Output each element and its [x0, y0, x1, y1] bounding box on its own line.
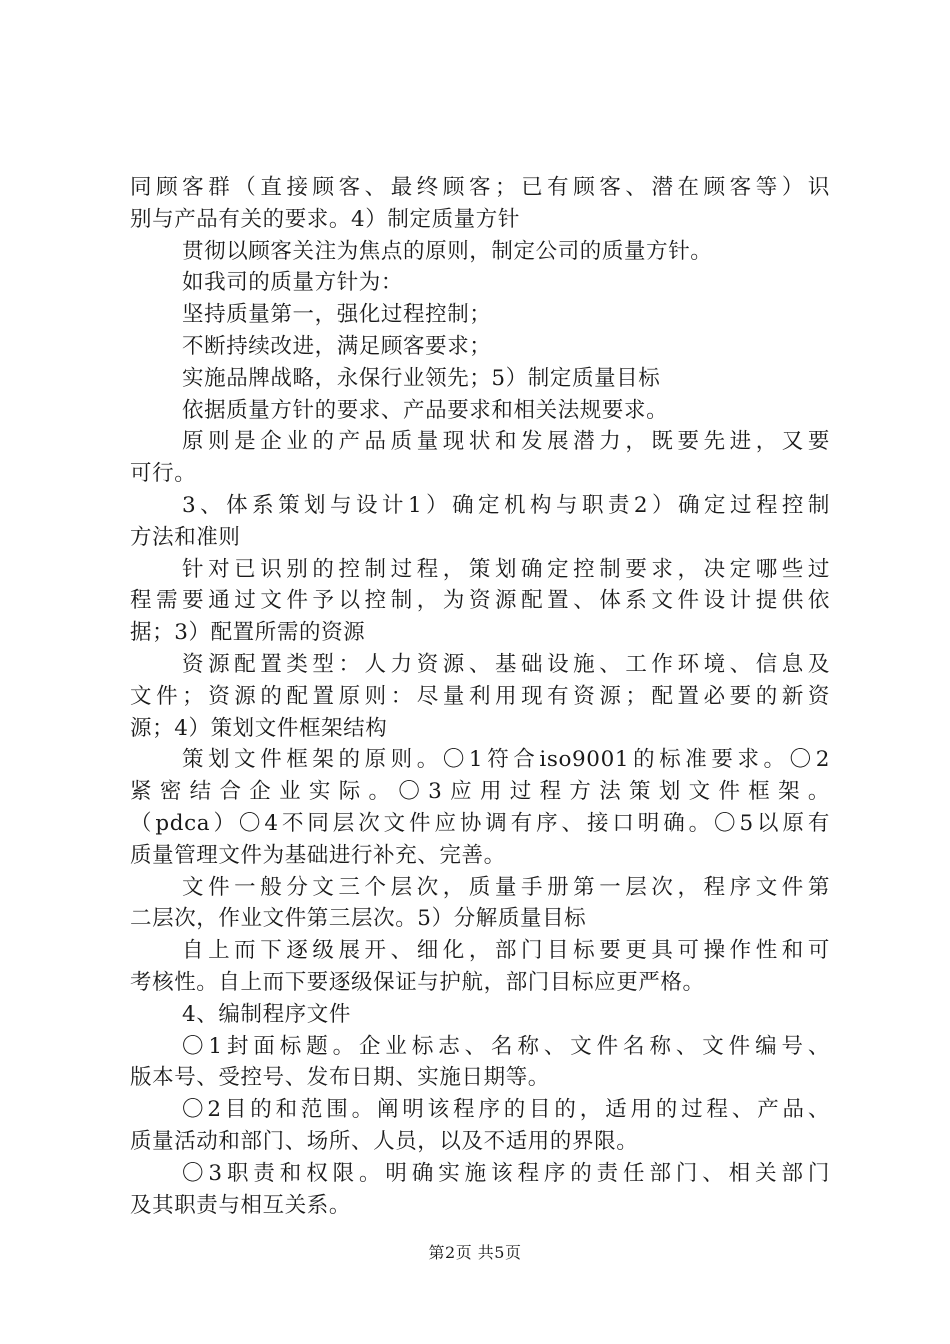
text-line: 〇2目的和范围。阐明该程序的目的，适用的过程、产品、	[182, 1097, 830, 1123]
text-line: 方法和准则	[130, 524, 241, 550]
text-line: 程需要通过文件予以控制，为资源配置、体系文件设计提供依	[130, 588, 830, 614]
text-line: 策划文件框架的原则。〇1符合iso9001的标准要求。〇2	[182, 747, 830, 773]
text-line: 考核性。自上而下要逐级保证与护航，部门目标应更严格。	[130, 969, 705, 995]
text-line: 紧密结合企业实际。〇3应用过程方法策划文件框架。	[130, 779, 830, 805]
page-number-footer: 第2页 共5页	[428, 1243, 522, 1262]
text-line: 二层次，作业文件第三层次。5）分解质量目标	[130, 906, 587, 932]
text-line: 3、体系策划与设计1）确定机构与职责2）确定过程控制	[182, 492, 830, 518]
text-line: 同顾客群（直接顾客、最终顾客；已有顾客、潜在顾客等）识	[130, 175, 830, 200]
text-line: 质量管理文件为基础进行补充、完善。	[130, 842, 506, 868]
text-line: 4、编制程序文件	[182, 1001, 351, 1027]
text-line: （pdca）〇4不同层次文件应协调有序、接口明确。〇5以原有	[130, 810, 830, 836]
text-line: 针对已识别的控制过程，策划确定控制要求，决定哪些过	[182, 556, 830, 582]
text-line: 〇1封面标题。企业标志、名称、文件名称、文件编号、	[182, 1033, 830, 1059]
text-line: 坚持质量第一，强化过程控制；	[182, 302, 492, 328]
text-line: 贯彻以顾客关注为焦点的原则，制定公司的质量方针。	[182, 238, 713, 264]
text-line: 原则是企业的产品质量现状和发展潜力，既要先进，又要	[182, 429, 830, 455]
text-line: 如我司的质量方针为：	[182, 270, 404, 296]
text-line: 〇3职责和权限。明确实施该程序的责任部门、相关部门	[182, 1160, 830, 1186]
text-line: 据；3）配置所需的资源	[130, 620, 366, 646]
text-line: 实施品牌战略，永保行业领先；5）制定质量目标	[182, 365, 661, 391]
text-line: 及其职责与相互关系。	[130, 1192, 352, 1218]
text-line: 文件一般分文三个层次，质量手册第一层次，程序文件第	[182, 874, 830, 900]
text-line: 源；4）策划文件框架结构	[130, 715, 388, 741]
text-line: 质量活动和部门、场所、人员，以及不适用的界限。	[130, 1128, 639, 1154]
text-line: 依据质量方针的要求、产品要求和相关法规要求。	[182, 397, 669, 423]
text-line: 自上而下逐级展开、细化，部门目标要更具可操作性和可	[182, 938, 830, 964]
text-line: 可行。	[130, 461, 197, 487]
text-line: 文件；资源的配置原则：尽量利用现有资源；配置必要的新资	[130, 683, 830, 709]
text-line: 不断持续改进，满足顾客要求；	[182, 333, 492, 359]
text-line: 资源配置类型：人力资源、基础设施、工作环境、信息及	[182, 651, 830, 677]
text-line: 版本号、受控号、发布日期、实施日期等。	[130, 1065, 550, 1091]
text-line: 别与产品有关的要求。4）制定质量方针	[130, 206, 520, 232]
document-body	[130, 172, 830, 1221]
